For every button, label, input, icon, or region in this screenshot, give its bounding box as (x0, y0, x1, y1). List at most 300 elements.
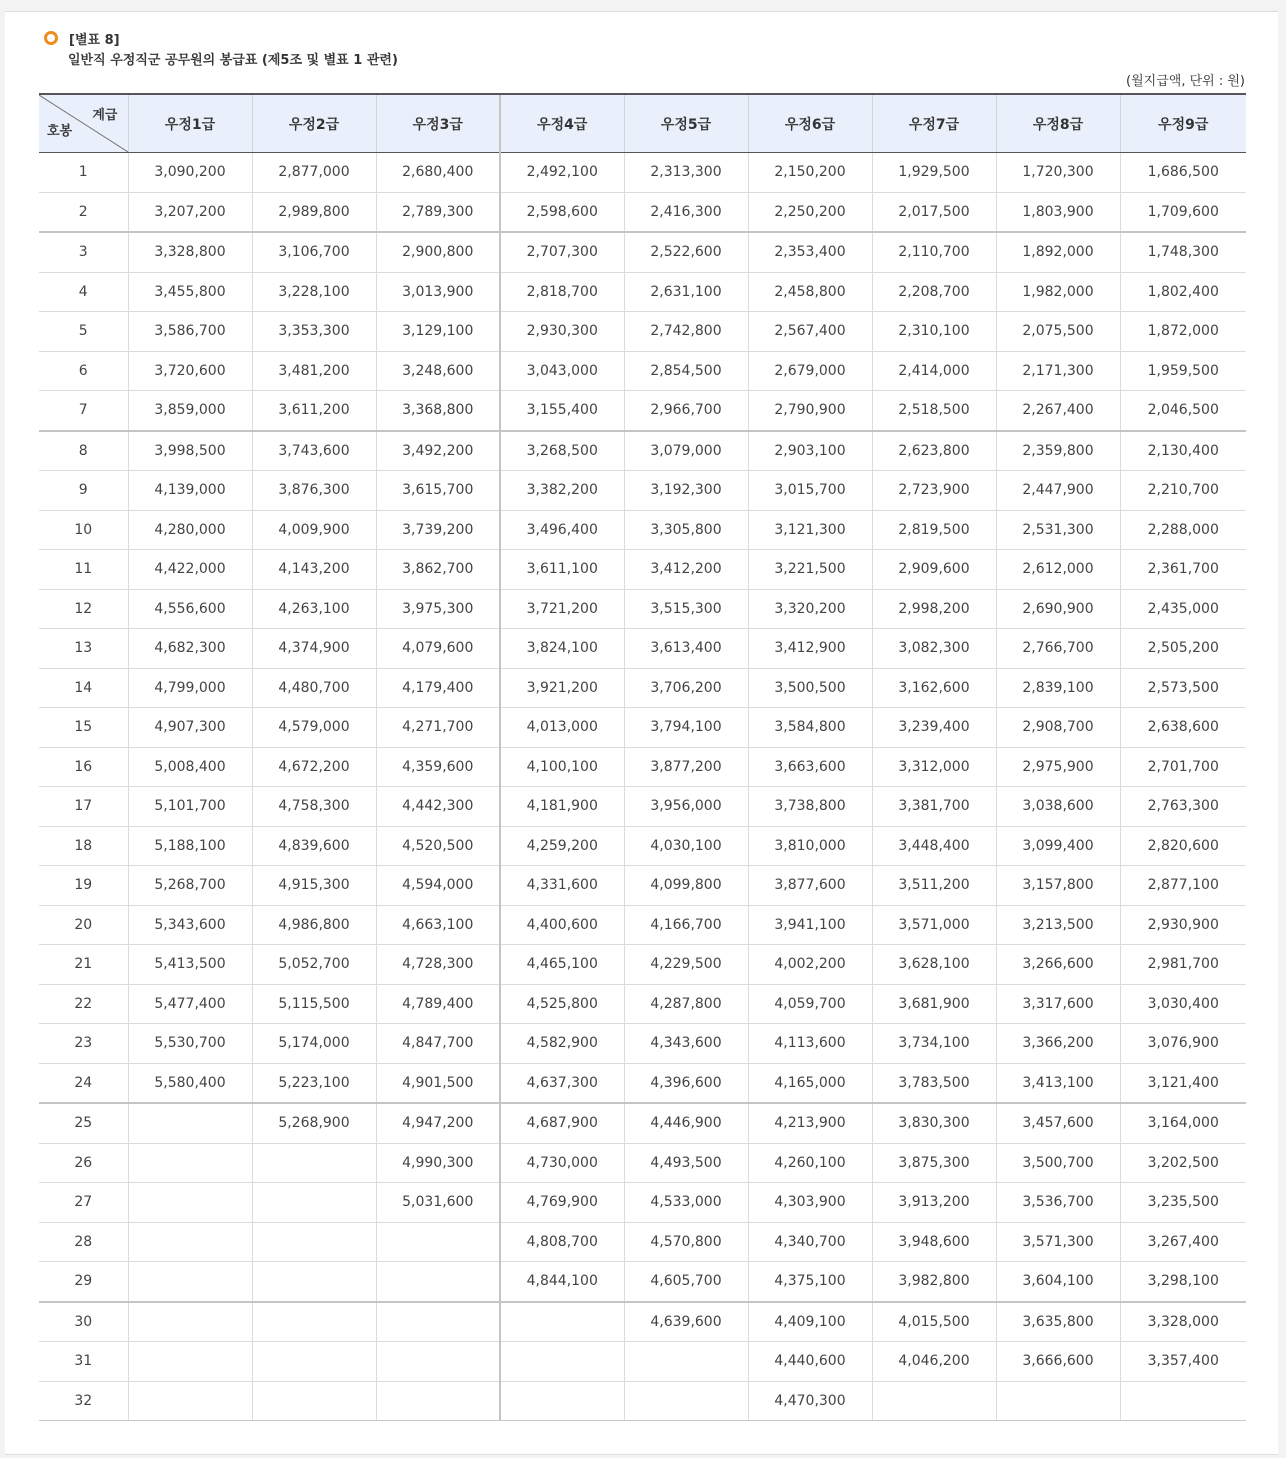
salary-cell: 5,052,700 (252, 945, 376, 985)
salary-cell (252, 1342, 376, 1382)
unit-note: (월지급액, 단위 : 원) (1126, 74, 1245, 89)
salary-cell: 4,789,400 (376, 984, 500, 1024)
table-row (39, 192, 1246, 232)
step-cell: 13 (39, 629, 128, 669)
salary-cell: 3,877,200 (624, 747, 748, 787)
step-cell: 2 (39, 192, 128, 232)
salary-cell: 4,687,900 (500, 1103, 624, 1143)
salary-cell: 3,353,300 (252, 312, 376, 352)
salary-cell: 5,477,400 (128, 984, 252, 1024)
table-row (39, 984, 1246, 1024)
salary-cell: 3,457,600 (996, 1103, 1120, 1143)
salary-cell: 3,312,000 (872, 747, 996, 787)
salary-cell: 4,639,600 (624, 1302, 748, 1342)
salary-cell: 3,248,600 (376, 351, 500, 391)
salary-cell: 5,031,600 (376, 1183, 500, 1223)
salary-cell: 3,810,000 (748, 826, 872, 866)
salary-cell: 4,303,900 (748, 1183, 872, 1223)
salary-cell: 2,313,300 (624, 153, 748, 193)
salary-cell: 3,099,400 (996, 826, 1120, 866)
salary-cell: 5,188,100 (128, 826, 252, 866)
salary-table-body (39, 153, 1246, 1421)
salary-cell: 2,130,400 (1120, 431, 1246, 471)
salary-cell (376, 1381, 500, 1421)
salary-cell (500, 1342, 624, 1382)
salary-cell: 3,738,800 (748, 787, 872, 827)
salary-cell: 4,046,200 (872, 1342, 996, 1382)
table-row (39, 1103, 1246, 1143)
salary-cell: 3,381,700 (872, 787, 996, 827)
salary-cell: 2,416,300 (624, 192, 748, 232)
table-row (39, 391, 1246, 431)
salary-cell: 2,789,300 (376, 192, 500, 232)
salary-cell: 3,571,300 (996, 1222, 1120, 1262)
salary-cell: 3,455,800 (128, 272, 252, 312)
salary-cell: 4,422,000 (128, 550, 252, 590)
salary-cell (500, 1381, 624, 1421)
salary-cell: 2,903,100 (748, 431, 872, 471)
step-cell: 5 (39, 312, 128, 352)
salary-cell (128, 1342, 252, 1382)
salary-cell: 3,412,200 (624, 550, 748, 590)
salary-cell: 3,129,100 (376, 312, 500, 352)
salary-cell: 1,892,000 (996, 232, 1120, 272)
salary-cell (376, 1262, 500, 1302)
salary-cell: 2,680,400 (376, 153, 500, 193)
salary-cell: 3,783,500 (872, 1063, 996, 1103)
salary-cell: 3,030,400 (1120, 984, 1246, 1024)
salary-cell: 2,909,600 (872, 550, 996, 590)
salary-cell: 2,930,300 (500, 312, 624, 352)
salary-cell: 2,623,800 (872, 431, 996, 471)
step-cell: 12 (39, 589, 128, 629)
salary-cell: 3,267,400 (1120, 1222, 1246, 1262)
salary-cell: 4,446,900 (624, 1103, 748, 1143)
salary-cell: 2,435,000 (1120, 589, 1246, 629)
salary-cell: 4,331,600 (500, 866, 624, 906)
salary-cell: 3,192,300 (624, 471, 748, 511)
salary-cell: 1,803,900 (996, 192, 1120, 232)
salary-cell (128, 1302, 252, 1342)
table-row (39, 1024, 1246, 1064)
salary-cell: 2,818,700 (500, 272, 624, 312)
step-cell: 14 (39, 668, 128, 708)
salary-cell: 4,730,000 (500, 1143, 624, 1183)
table-row (39, 905, 1246, 945)
salary-cell: 4,682,300 (128, 629, 252, 669)
step-cell: 23 (39, 1024, 128, 1064)
salary-cell: 4,986,800 (252, 905, 376, 945)
salary-cell: 2,742,800 (624, 312, 748, 352)
salary-cell: 4,901,500 (376, 1063, 500, 1103)
salary-cell: 3,824,100 (500, 629, 624, 669)
salary-cell: 3,515,300 (624, 589, 748, 629)
salary-cell: 4,030,100 (624, 826, 748, 866)
salary-cell: 4,263,100 (252, 589, 376, 629)
table-row (39, 471, 1246, 511)
salary-cell: 5,174,000 (252, 1024, 376, 1064)
salary-cell: 3,604,100 (996, 1262, 1120, 1302)
table-row (39, 550, 1246, 590)
grade-header: 우정2급 (252, 94, 376, 153)
salary-cell (252, 1262, 376, 1302)
step-cell: 18 (39, 826, 128, 866)
salary-cell: 2,839,100 (996, 668, 1120, 708)
salary-cell: 3,877,600 (748, 866, 872, 906)
salary-cell: 4,229,500 (624, 945, 748, 985)
salary-cell: 3,613,400 (624, 629, 748, 669)
salary-cell: 2,447,900 (996, 471, 1120, 511)
step-cell: 10 (39, 510, 128, 550)
salary-cell: 2,110,700 (872, 232, 996, 272)
appendix-label: [별표 8] (69, 33, 120, 48)
salary-cell: 2,359,800 (996, 431, 1120, 471)
salary-cell: 3,586,700 (128, 312, 252, 352)
salary-cell: 4,758,300 (252, 787, 376, 827)
salary-cell (128, 1381, 252, 1421)
salary-cell: 3,164,000 (1120, 1103, 1246, 1143)
table-row (39, 866, 1246, 906)
salary-cell: 4,259,200 (500, 826, 624, 866)
salary-cell: 3,121,300 (748, 510, 872, 550)
salary-cell: 2,819,500 (872, 510, 996, 550)
table-row (39, 351, 1246, 391)
salary-cell: 2,766,700 (996, 629, 1120, 669)
table-row (39, 668, 1246, 708)
salary-cell: 3,221,500 (748, 550, 872, 590)
salary-cell: 3,859,000 (128, 391, 252, 431)
page-title: 일반직 우정직군 공무원의 봉급표 (제5조 및 별표 1 관련) (68, 53, 398, 68)
salary-cell: 2,288,000 (1120, 510, 1246, 550)
salary-cell: 4,947,200 (376, 1103, 500, 1143)
salary-cell: 4,839,600 (252, 826, 376, 866)
salary-cell: 3,611,200 (252, 391, 376, 431)
salary-cell: 2,531,300 (996, 510, 1120, 550)
salary-cell: 4,079,600 (376, 629, 500, 669)
grade-header: 우정3급 (376, 94, 500, 153)
salary-cell: 4,213,900 (748, 1103, 872, 1143)
salary-cell: 2,267,400 (996, 391, 1120, 431)
salary-cell (252, 1222, 376, 1262)
salary-cell (128, 1143, 252, 1183)
salary-cell: 2,679,000 (748, 351, 872, 391)
salary-cell: 2,854,500 (624, 351, 748, 391)
table-row (39, 232, 1246, 272)
salary-cell (996, 1381, 1120, 1421)
salary-cell: 4,343,600 (624, 1024, 748, 1064)
salary-cell: 3,635,800 (996, 1302, 1120, 1342)
step-cell: 16 (39, 747, 128, 787)
salary-cell: 3,317,600 (996, 984, 1120, 1024)
salary-cell: 4,113,600 (748, 1024, 872, 1064)
salary-cell: 4,400,600 (500, 905, 624, 945)
salary-cell: 2,820,600 (1120, 826, 1246, 866)
salary-cell: 4,015,500 (872, 1302, 996, 1342)
salary-cell: 4,480,700 (252, 668, 376, 708)
salary-cell: 4,907,300 (128, 708, 252, 748)
salary-cell: 3,268,500 (500, 431, 624, 471)
salary-cell: 2,150,200 (748, 153, 872, 193)
salary-cell: 2,790,900 (748, 391, 872, 431)
corner-grade-label: 계급 (92, 108, 118, 123)
salary-cell (376, 1302, 500, 1342)
salary-cell: 4,594,000 (376, 866, 500, 906)
salary-cell: 3,413,100 (996, 1063, 1120, 1103)
salary-cell: 2,458,800 (748, 272, 872, 312)
table-row (39, 1262, 1246, 1302)
salary-cell (252, 1143, 376, 1183)
salary-cell: 5,530,700 (128, 1024, 252, 1064)
salary-cell: 4,100,100 (500, 747, 624, 787)
step-cell: 4 (39, 272, 128, 312)
step-cell: 6 (39, 351, 128, 391)
salary-cell: 4,465,100 (500, 945, 624, 985)
salary-cell: 3,090,200 (128, 153, 252, 193)
salary-cell: 3,998,500 (128, 431, 252, 471)
salary-cell: 2,518,500 (872, 391, 996, 431)
salary-cell: 4,808,700 (500, 1222, 624, 1262)
salary-cell: 3,876,300 (252, 471, 376, 511)
step-cell: 29 (39, 1262, 128, 1302)
table-row (39, 708, 1246, 748)
salary-cell: 2,690,900 (996, 589, 1120, 629)
salary-cell (128, 1103, 252, 1143)
salary-cell (128, 1222, 252, 1262)
salary-cell: 4,663,100 (376, 905, 500, 945)
salary-cell: 3,739,200 (376, 510, 500, 550)
salary-cell: 4,493,500 (624, 1143, 748, 1183)
grade-header: 우정4급 (500, 94, 624, 153)
salary-cell: 3,202,500 (1120, 1143, 1246, 1183)
salary-cell: 2,631,100 (624, 272, 748, 312)
salary-cell (500, 1302, 624, 1342)
header-row (39, 94, 1246, 153)
salary-cell (1120, 1381, 1246, 1421)
step-cell: 26 (39, 1143, 128, 1183)
salary-cell: 1,748,300 (1120, 232, 1246, 272)
salary-cell: 3,157,800 (996, 866, 1120, 906)
salary-cell: 5,268,700 (128, 866, 252, 906)
salary-cell: 1,686,500 (1120, 153, 1246, 193)
table-row (39, 589, 1246, 629)
corner-header (39, 94, 128, 153)
salary-cell: 2,573,500 (1120, 668, 1246, 708)
salary-cell: 3,320,200 (748, 589, 872, 629)
salary-cell: 3,500,500 (748, 668, 872, 708)
salary-cell: 5,115,500 (252, 984, 376, 1024)
salary-cell: 2,638,600 (1120, 708, 1246, 748)
salary-cell: 4,280,000 (128, 510, 252, 550)
salary-cell: 3,948,600 (872, 1222, 996, 1262)
salary-cell: 4,728,300 (376, 945, 500, 985)
salary-cell: 3,481,200 (252, 351, 376, 391)
step-cell: 17 (39, 787, 128, 827)
salary-cell: 3,228,100 (252, 272, 376, 312)
salary-cell: 2,310,100 (872, 312, 996, 352)
step-cell: 19 (39, 866, 128, 906)
salary-cell: 3,298,100 (1120, 1262, 1246, 1302)
table-row (39, 747, 1246, 787)
salary-cell: 3,079,000 (624, 431, 748, 471)
salary-cell: 4,139,000 (128, 471, 252, 511)
salary-cell: 1,709,600 (1120, 192, 1246, 232)
salary-cell: 4,520,500 (376, 826, 500, 866)
salary-cell: 4,915,300 (252, 866, 376, 906)
salary-cell: 2,763,300 (1120, 787, 1246, 827)
salary-cell: 2,046,500 (1120, 391, 1246, 431)
salary-cell: 3,975,300 (376, 589, 500, 629)
salary-cell: 2,075,500 (996, 312, 1120, 352)
salary-cell (376, 1222, 500, 1262)
salary-cell: 3,830,300 (872, 1103, 996, 1143)
salary-cell: 2,567,400 (748, 312, 872, 352)
step-cell: 9 (39, 471, 128, 511)
salary-cell: 3,162,600 (872, 668, 996, 708)
salary-cell: 3,382,200 (500, 471, 624, 511)
table-row (39, 1342, 1246, 1382)
salary-cell: 3,266,600 (996, 945, 1120, 985)
salary-cell: 4,556,600 (128, 589, 252, 629)
salary-cell: 5,413,500 (128, 945, 252, 985)
salary-cell: 3,015,700 (748, 471, 872, 511)
table-row (39, 510, 1246, 550)
salary-cell: 2,017,500 (872, 192, 996, 232)
salary-cell (128, 1183, 252, 1223)
salary-cell: 4,359,600 (376, 747, 500, 787)
salary-cell: 3,357,400 (1120, 1342, 1246, 1382)
salary-cell: 4,396,600 (624, 1063, 748, 1103)
salary-cell: 4,525,800 (500, 984, 624, 1024)
salary-cell: 2,492,100 (500, 153, 624, 193)
salary-cell: 1,802,400 (1120, 272, 1246, 312)
salary-cell: 4,059,700 (748, 984, 872, 1024)
table-row (39, 1381, 1246, 1421)
salary-cell: 4,287,800 (624, 984, 748, 1024)
salary-cell: 2,208,700 (872, 272, 996, 312)
salary-cell: 3,155,400 (500, 391, 624, 431)
salary-cell: 4,181,900 (500, 787, 624, 827)
salary-cell: 3,913,200 (872, 1183, 996, 1223)
salary-cell: 2,353,400 (748, 232, 872, 272)
salary-cell: 2,975,900 (996, 747, 1120, 787)
circle-bullet-icon (44, 31, 58, 45)
salary-cell: 3,500,700 (996, 1143, 1120, 1183)
salary-cell: 4,769,900 (500, 1183, 624, 1223)
salary-cell: 1,872,000 (1120, 312, 1246, 352)
step-cell: 31 (39, 1342, 128, 1382)
salary-cell: 3,082,300 (872, 629, 996, 669)
salary-cell: 3,207,200 (128, 192, 252, 232)
salary-cell: 3,734,100 (872, 1024, 996, 1064)
salary-cell: 2,877,100 (1120, 866, 1246, 906)
salary-cell: 3,328,800 (128, 232, 252, 272)
salary-cell: 3,720,600 (128, 351, 252, 391)
grade-header: 우정8급 (996, 94, 1120, 153)
salary-cell: 4,340,700 (748, 1222, 872, 1262)
salary-cell: 4,409,100 (748, 1302, 872, 1342)
salary-cell: 3,921,200 (500, 668, 624, 708)
salary-cell: 4,375,100 (748, 1262, 872, 1302)
salary-cell: 3,043,000 (500, 351, 624, 391)
table-row (39, 272, 1246, 312)
salary-cell: 4,143,200 (252, 550, 376, 590)
salary-cell: 3,794,100 (624, 708, 748, 748)
salary-cell: 3,492,200 (376, 431, 500, 471)
salary-cell: 3,611,100 (500, 550, 624, 590)
table-row (39, 1183, 1246, 1223)
salary-cell (624, 1381, 748, 1421)
salary-cell: 4,271,700 (376, 708, 500, 748)
table-row (39, 787, 1246, 827)
table-row (39, 1302, 1246, 1342)
salary-cell: 4,533,000 (624, 1183, 748, 1223)
salary-cell: 4,582,900 (500, 1024, 624, 1064)
salary-cell: 2,505,200 (1120, 629, 1246, 669)
salary-cell (252, 1302, 376, 1342)
salary-cell (624, 1342, 748, 1382)
table-row (39, 312, 1246, 352)
salary-cell: 3,305,800 (624, 510, 748, 550)
salary-cell: 3,628,100 (872, 945, 996, 985)
salary-cell: 3,666,600 (996, 1342, 1120, 1382)
salary-cell: 3,956,000 (624, 787, 748, 827)
step-cell: 7 (39, 391, 128, 431)
salary-cell: 3,328,000 (1120, 1302, 1246, 1342)
salary-cell: 2,250,200 (748, 192, 872, 232)
salary-cell (872, 1381, 996, 1421)
salary-cell (128, 1262, 252, 1302)
step-cell: 25 (39, 1103, 128, 1143)
salary-cell: 2,414,000 (872, 351, 996, 391)
grade-header: 우정7급 (872, 94, 996, 153)
salary-cell: 2,701,700 (1120, 747, 1246, 787)
salary-cell: 2,361,700 (1120, 550, 1246, 590)
salary-cell: 5,223,100 (252, 1063, 376, 1103)
step-cell: 32 (39, 1381, 128, 1421)
salary-cell: 3,615,700 (376, 471, 500, 511)
salary-cell: 2,707,300 (500, 232, 624, 272)
step-cell: 30 (39, 1302, 128, 1342)
salary-cell: 4,990,300 (376, 1143, 500, 1183)
salary-cell: 3,412,900 (748, 629, 872, 669)
salary-cell: 2,877,000 (252, 153, 376, 193)
salary-cell: 3,721,200 (500, 589, 624, 629)
salary-cell: 4,179,400 (376, 668, 500, 708)
step-cell: 15 (39, 708, 128, 748)
salary-cell: 4,260,100 (748, 1143, 872, 1183)
salary-cell: 2,612,000 (996, 550, 1120, 590)
salary-cell: 3,584,800 (748, 708, 872, 748)
step-cell: 22 (39, 984, 128, 1024)
salary-cell: 3,982,800 (872, 1262, 996, 1302)
salary-cell: 3,366,200 (996, 1024, 1120, 1064)
salary-cell: 2,900,800 (376, 232, 500, 272)
salary-cell: 4,009,900 (252, 510, 376, 550)
step-cell: 24 (39, 1063, 128, 1103)
salary-cell: 2,981,700 (1120, 945, 1246, 985)
table-row (39, 629, 1246, 669)
salary-cell: 3,862,700 (376, 550, 500, 590)
salary-cell: 4,440,600 (748, 1342, 872, 1382)
salary-cell: 4,672,200 (252, 747, 376, 787)
step-cell: 8 (39, 431, 128, 471)
salary-cell (252, 1183, 376, 1223)
grade-header: 우정9급 (1120, 94, 1246, 153)
salary-cell: 3,941,100 (748, 905, 872, 945)
salary-cell: 1,929,500 (872, 153, 996, 193)
salary-cell: 2,598,600 (500, 192, 624, 232)
salary-cell: 4,570,800 (624, 1222, 748, 1262)
